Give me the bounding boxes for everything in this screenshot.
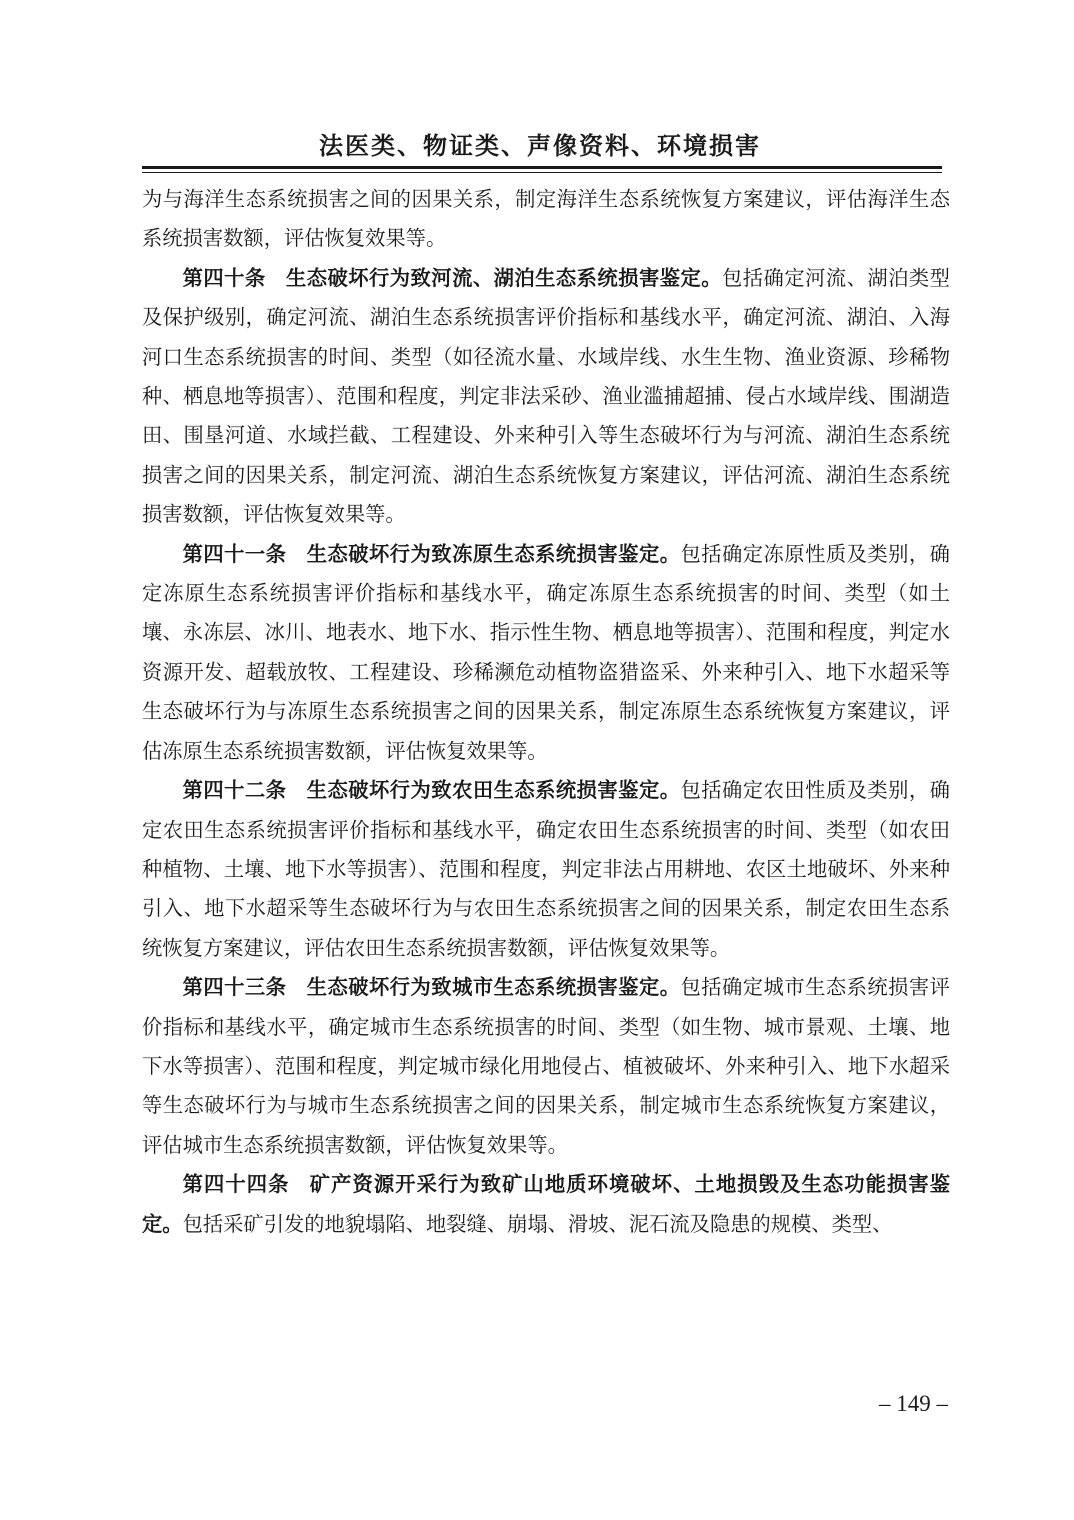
- article-body: 包括确定河流、湖泊类型及保护级别，确定河流、湖泊生态系统损害评价指标和基线水平，确定河流、湖泊、入海河口生态系统损害的时间、类型（如径流水量、水域岸线、水生生物、渔业资源、珍稀物种、栖息地等损害）、范围和程度，判定非法采砂、渔业滥捕超捕、侵占水域岸线、围湖造田、围垦河道、水域拦截、工程建设、外来种引入等生态破坏行为与河流、湖泊生态系统损害之间的因果关系，制定河流、湖泊生态系统恢复方案建议，评估河流、湖泊生态系统损害数额，评估恢复效果等。: [142, 265, 950, 527]
- article-number: 第四十三条: [182, 975, 287, 1000]
- header-rule-thin: [142, 172, 942, 173]
- article-title: 矿产资源开采行为致矿山地质环境破坏、土地损毁及生态功能损害鉴定。: [142, 1172, 950, 1236]
- article-body: 包括确定城市生态系统损害评价指标和基线水平，确定城市生态系统损害的时间、类型（如生物、城市景观、土壤、地下水等损害）、范围和程度，判定城市绿化用地侵占、植被破坏、外来种引入、地下水超采等生态破坏行为与城市生态系统损害之间的因果关系，制定城市生态系统恢复方案建议，评估城市生态系统损害数额，评估恢复效果等。: [142, 975, 950, 1157]
- body-text: [142, 180, 950, 1244]
- article-42: [142, 771, 950, 968]
- article-body: 包括采矿引发的地貌塌陷、地裂缝、崩塌、滑坡、泥石流及隐患的规模、类型、: [182, 1211, 893, 1236]
- running-header-title: 法医类、物证类、声像资料、环境损害: [319, 132, 761, 160]
- article-body: 包括确定农田性质及类别，确定农田生态系统损害评价指标和基线水平，确定农田生态系统损害的时间、类型（如农田种植物、土壤、地下水等损害）、范围和程度，判定非法占用耕地、农区土地破坏、外来种引入、地下水超采等生态破坏行为与农田生态系统损害之间的因果关系，制定农田生态系统恢复方案建议，评估农田生态系统损害数额，评估恢复效果等。: [142, 778, 950, 960]
- article-title: 生态破坏行为致河流、湖泊生态系统损害鉴定。: [285, 265, 723, 290]
- header-rule-thick: [142, 166, 942, 169]
- article-body: 包括确定冻原性质及类别，确定冻原生态系统损害评价指标和基线水平，确定冻原生态系统损害的时间、类型（如土壤、永冻层、冰川、地表水、地下水、指示性生物、栖息地等损害）、范围和程度，判定水资源开发、超载放牧、工程建设、珍稀濒危动植物盗猎盗采、外来种引入、地下水超采等生态破坏行为与冻原生态系统损害之间的因果关系，制定冻原生态系统恢复方案建议，评估冻原生态系统损害数额，评估恢复效果等。: [142, 541, 950, 763]
- article-number: 第四十四条: [182, 1172, 290, 1197]
- article-number: 第四十一条: [182, 541, 287, 566]
- page-number: – 149 –: [879, 1391, 948, 1416]
- article-40: [142, 259, 950, 535]
- article-44: [142, 1165, 950, 1244]
- article-41: [142, 535, 950, 771]
- article-title: 生态破坏行为致冻原生态系统损害鉴定。: [306, 541, 681, 566]
- article-title: 生态破坏行为致农田生态系统损害鉴定。: [306, 778, 681, 803]
- continuation-paragraph: 为与海洋生态系统损害之间的因果关系，制定海洋生态系统恢复方案建议，评估海洋生态系统损害数额，评估恢复效果等。: [142, 187, 950, 251]
- article-number: 第四十二条: [182, 778, 287, 803]
- article-number: 第四十条: [182, 265, 266, 290]
- article-43: [142, 968, 950, 1165]
- article-title: 生态破坏行为致城市生态系统损害鉴定。: [306, 975, 681, 1000]
